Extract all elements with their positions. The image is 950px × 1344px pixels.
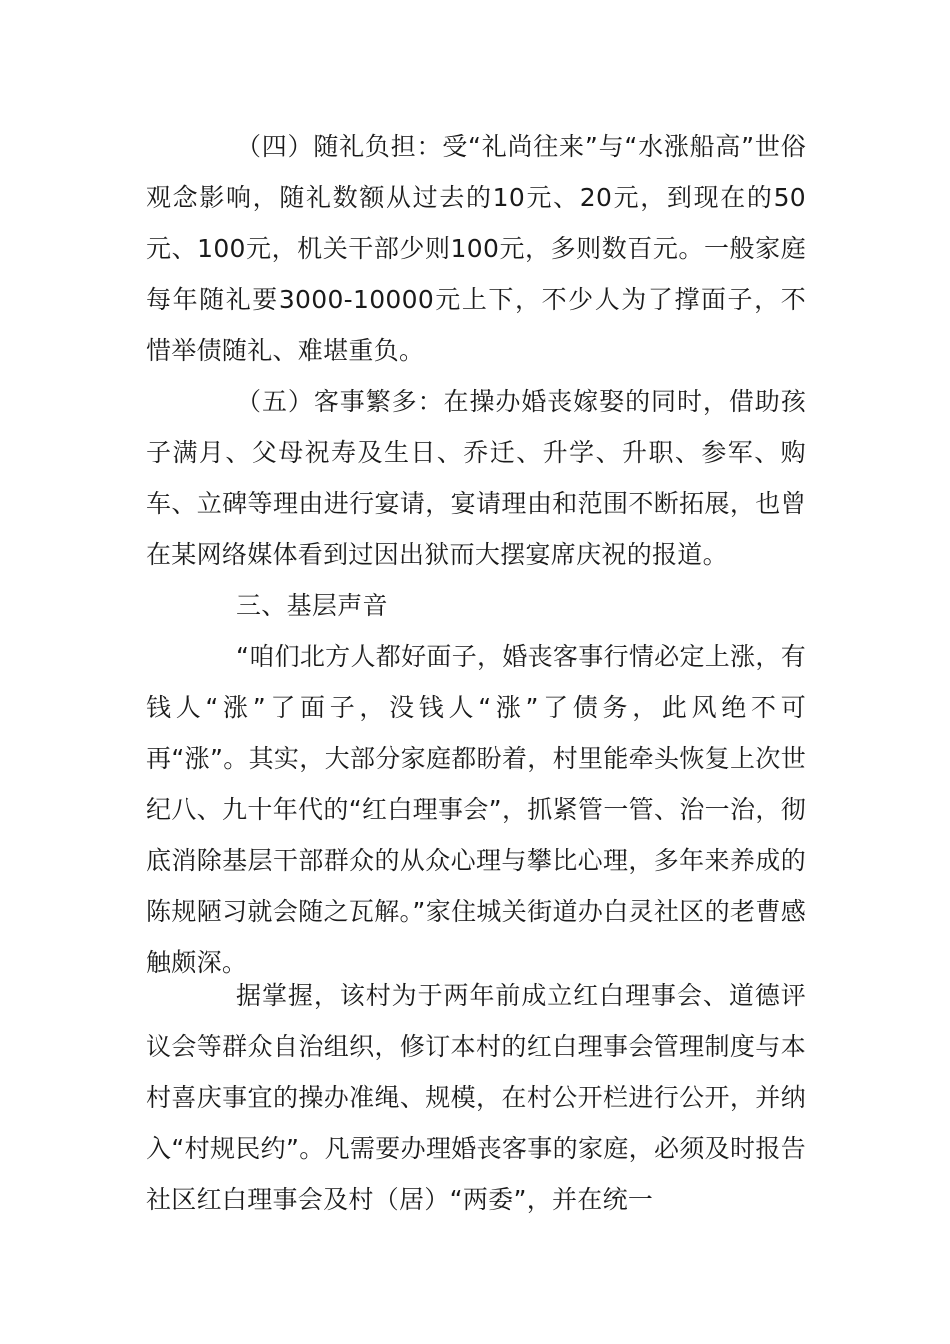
paragraph-village-council: 据掌握，该村为于两年前成立红白理事会、道德评议会等群众自治组织，修订本村的红白理事会管理制度与本村喜庆事宜的操办准绳、规模，在村公开栏进行公开，并纳入“村规民约”。凡需要办理婚丧客事的家庭，必须及时报告社区红白理事会及村（居）“两委”，并在统一 (146, 981, 806, 1214)
body-text-upper (146, 121, 806, 988)
section-heading-grassroots-voice: 三、基层声音 (236, 591, 388, 620)
paragraph-quote-lao-cao: “咱们北方人都好面子，婚丧客事行情必定上涨，有钱人“涨”了面子，没钱人“涨”了债务，此风绝不可再“涨”。其实，大部分家庭都盼着，村里能牵头恢复上次世纪八、九十年代的“红白理事会”，抓紧管一管、治一治，彻底消除基层干部群众的从众心理与攀比心理，多年来养成的陈规陋习就会随之瓦解。”家住城关街道办白灵社区的老曹感触颇深。 (146, 642, 806, 977)
body-text-lower (146, 970, 806, 1225)
paragraph-gift-burden: （四）随礼负担：受“礼尚往来”与“水涨船高”世俗观念影响，随礼数额从过去的10元、20元，到现在的50元、100元，机关干部少则100元，多则数百元。一般家庭每年随礼要3000-10000元上下，不少人为了撑面子，不惜举债随礼、难堪重负。 (146, 132, 806, 365)
paragraph-frequent-banquets: （五）客事繁多：在操办婚丧嫁娶的同时，借助孩子满月、父母祝寿及生日、乔迁、升学、升职、参军、购车、立碑等理由进行宴请，宴请理由和范围不断拓展，也曾在某网络媒体看到过因出狱而大摆宴席庆祝的报道。 (146, 387, 806, 569)
